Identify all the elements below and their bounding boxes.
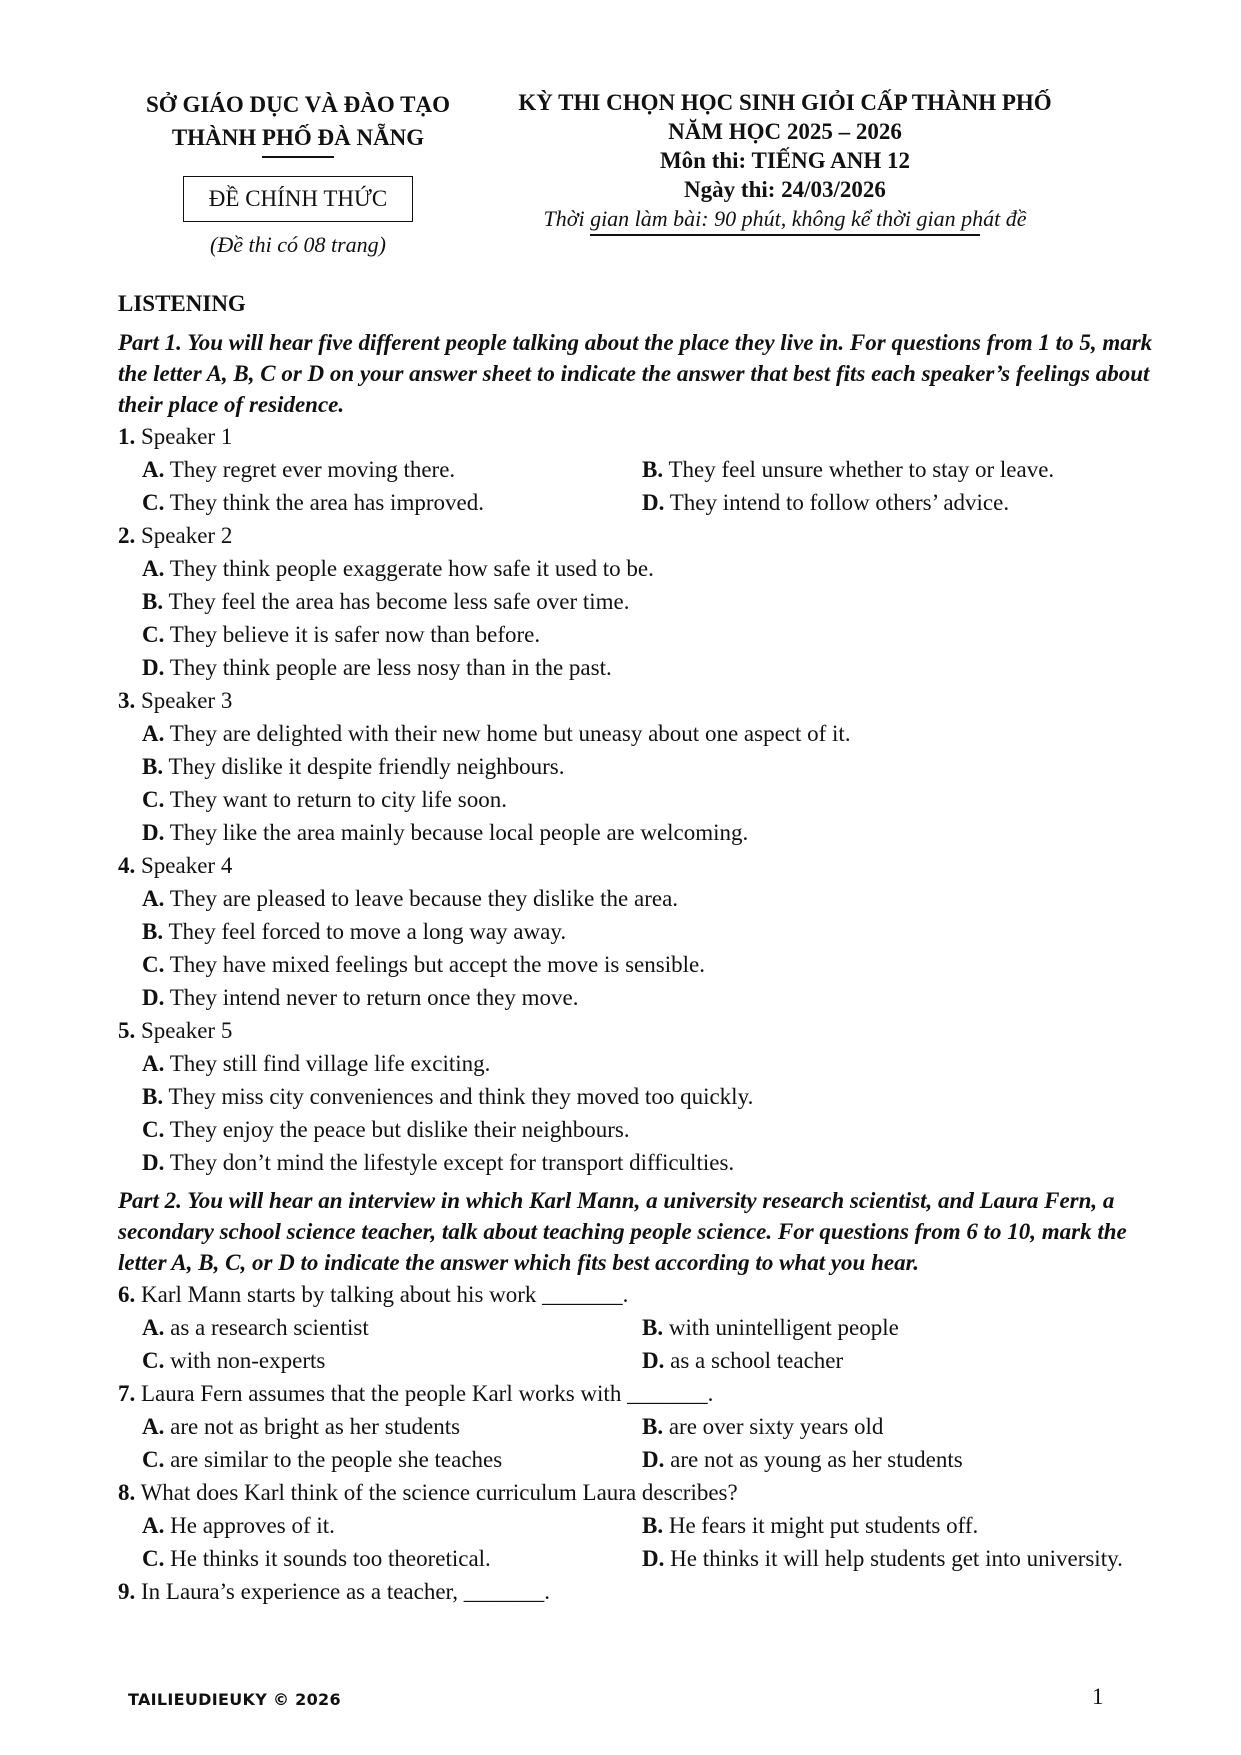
answer-option (642, 1344, 1178, 1377)
pages-note: (Đề thi có 08 trang) (210, 232, 386, 257)
option-row (118, 1311, 1178, 1344)
option-letter: A. (142, 556, 165, 581)
option-text: are over sixty years old (668, 1414, 884, 1439)
question-number: 5. (118, 1018, 136, 1043)
department-name: SỞ GIÁO DỤC VÀ ĐÀO TẠO (146, 92, 450, 117)
option-row (118, 1443, 1178, 1476)
part1-questions (118, 420, 1178, 1179)
answer-option (118, 1080, 1178, 1113)
option-text: They want to return to city life soon. (169, 787, 507, 812)
option-text: are not as young as her students (670, 1447, 963, 1472)
option-letter: B. (142, 754, 164, 779)
answer-option (118, 882, 1178, 915)
option-letter: D. (142, 655, 165, 680)
answer-option (118, 948, 1178, 981)
option-letter: D. (642, 1447, 665, 1472)
option-text: They think people exaggerate how safe it used to be. (169, 556, 654, 581)
part2-questions (118, 1278, 1178, 1608)
option-text: They feel forced to move a long way away. (168, 919, 567, 944)
option-text: He thinks it will help students get into university. (670, 1546, 1123, 1571)
question-number: 9. (118, 1579, 136, 1604)
answer-option (118, 1410, 642, 1443)
option-letter: B. (642, 457, 664, 482)
answer-option (642, 1443, 1178, 1476)
option-letter: C. (142, 787, 165, 812)
option-letter: A. (142, 1315, 165, 1340)
option-letter: A. (142, 1513, 165, 1538)
question-text: Laura Fern assumes that the people Karl works with _______. (141, 1381, 714, 1406)
answer-option (642, 453, 1178, 486)
answer-option (642, 1509, 1178, 1542)
exam-title: KỲ THI CHỌN HỌC SINH GIỎI CẤP THÀNH PHỐ (518, 90, 1052, 115)
city-name: THÀNH PHỐ ĐÀ NẴNG (171, 125, 425, 150)
option-text: They have mixed feelings but accept the move is sensible. (169, 952, 705, 977)
option-text: with non-experts (170, 1348, 326, 1373)
option-letter: B. (642, 1315, 664, 1340)
question-text: Speaker 4 (141, 853, 233, 878)
answer-option (118, 585, 1178, 618)
question-text: In Laura’s experience as a teacher, _______. (141, 1579, 551, 1604)
footer-brand: TAILIEUDIEUKY © 2026 (128, 1690, 341, 1709)
option-letter: D. (142, 1150, 165, 1175)
option-text: They think people are less nosy than in the past. (169, 655, 612, 680)
option-text: as a research scientist (170, 1315, 369, 1340)
option-letter: D. (642, 1546, 665, 1571)
option-text: are not as bright as her students (170, 1414, 461, 1439)
option-text: They dislike it despite friendly neighbours. (168, 754, 565, 779)
question-number: 1. (118, 424, 136, 449)
option-row (118, 486, 1178, 519)
official-label: ĐỀ CHÍNH THỨC (208, 186, 388, 211)
part2-instruction: Part 2. You will hear an interview in which Karl Mann, a university research scientist, and Laura Fern, a secondary school science teacher, talk about teaching people science. For questions from 6 to 10, mark the letter A, B, C, or D to indicate the answer which fits best according to what you hear. (118, 1188, 1127, 1275)
option-letter: C. (142, 952, 165, 977)
question-number: 4. (118, 853, 136, 878)
option-letter: D. (142, 985, 165, 1010)
question-text: Speaker 1 (141, 424, 233, 449)
option-text: They intend never to return once they move. (169, 985, 579, 1010)
option-text: They are delighted with their new home but uneasy about one aspect of it. (169, 721, 851, 746)
option-text: They feel unsure whether to stay or leave. (668, 457, 1055, 482)
answer-option (118, 915, 1178, 948)
answer-option (118, 618, 1178, 651)
answer-option (118, 1311, 642, 1344)
question-number: 7. (118, 1381, 136, 1406)
option-text: They feel the area has become less safe over time. (168, 589, 630, 614)
option-letter: C. (142, 1348, 165, 1373)
option-letter: B. (642, 1513, 664, 1538)
question-text: Speaker 5 (141, 1018, 233, 1043)
header-left (118, 88, 478, 258)
option-letter: A. (142, 886, 165, 911)
question-stem (118, 1014, 1178, 1047)
answer-option (642, 1410, 1178, 1443)
question-stem (118, 420, 1178, 453)
option-letter: B. (142, 919, 164, 944)
question-stem (118, 1575, 1178, 1608)
option-text: They are pleased to leave because they dislike the area. (169, 886, 679, 911)
answer-option (118, 783, 1178, 816)
time-allowed: Thời gian làm bài: 90 phút, không kể thời gian phát đề (543, 206, 1027, 231)
answer-option (118, 552, 1178, 585)
option-letter: A. (142, 457, 165, 482)
school-year: NĂM HỌC 2025 – 2026 (668, 119, 902, 144)
answer-option (118, 1542, 642, 1575)
question-stem (118, 1476, 1178, 1509)
answer-option (118, 1443, 642, 1476)
answer-option (642, 486, 1178, 519)
option-letter: C. (142, 490, 165, 515)
answer-option (118, 816, 1178, 849)
page-number: 1 (1092, 1684, 1104, 1709)
option-letter: A. (142, 721, 165, 746)
question-number: 3. (118, 688, 136, 713)
subject: Môn thi: TIẾNG ANH 12 (659, 148, 911, 173)
option-row (118, 1542, 1178, 1575)
exam-body (118, 289, 1178, 1608)
option-letter: C. (142, 1546, 165, 1571)
part1-instruction: Part 1. You will hear five different people talking about the place they live in. For questions from 1 to 5, mark the letter A, B, C or D on your answer sheet to indicate the answer that best fits each speaker’s feelings about their place of residence. (118, 330, 1153, 417)
answer-option (642, 1542, 1178, 1575)
answer-option (118, 1113, 1178, 1146)
option-text: are similar to the people she teaches (170, 1447, 503, 1472)
question-stem (118, 684, 1178, 717)
answer-option (118, 1344, 642, 1377)
question-text: Karl Mann starts by talking about his work _______. (141, 1282, 629, 1307)
answer-option (118, 651, 1178, 684)
option-letter: D. (642, 1348, 665, 1373)
option-text: They still find village life exciting. (169, 1051, 491, 1076)
question-text: What does Karl think of the science curriculum Laura describes? (140, 1480, 738, 1505)
answer-option (118, 1146, 1178, 1179)
option-row (118, 1344, 1178, 1377)
option-text: They enjoy the peace but dislike their neighbours. (169, 1117, 630, 1142)
option-row (118, 1509, 1178, 1542)
option-text: with unintelligent people (668, 1315, 899, 1340)
option-letter: C. (142, 622, 165, 647)
option-letter: C. (142, 1117, 165, 1142)
question-text: Speaker 2 (141, 523, 233, 548)
section-heading: LISTENING (118, 291, 246, 316)
question-number: 2. (118, 523, 136, 548)
option-row (118, 453, 1178, 486)
option-letter: C. (142, 1447, 165, 1472)
option-text: He approves of it. (170, 1513, 335, 1538)
answer-option (118, 717, 1178, 750)
question-number: 6. (118, 1282, 136, 1307)
header-right (480, 88, 1090, 236)
exam-date: Ngày thi: 24/03/2026 (684, 177, 886, 202)
answer-option (118, 486, 642, 519)
option-text: They don’t mind the lifestyle except for transport difficulties. (169, 1150, 735, 1175)
option-row (118, 1410, 1178, 1443)
question-number: 8. (118, 1480, 136, 1505)
question-stem (118, 1278, 1178, 1311)
option-letter: D. (142, 820, 165, 845)
option-text: They believe it is safer now than before. (169, 622, 541, 647)
option-text: They miss city conveniences and think they moved too quickly. (168, 1084, 754, 1109)
answer-option (642, 1311, 1178, 1344)
answer-option (118, 981, 1178, 1014)
answer-option (118, 750, 1178, 783)
option-letter: A. (142, 1414, 165, 1439)
question-text: Speaker 3 (141, 688, 233, 713)
option-letter: A. (142, 1051, 165, 1076)
answer-option (118, 453, 642, 486)
option-text: They think the area has improved. (169, 490, 484, 515)
option-letter: B. (642, 1414, 664, 1439)
question-stem (118, 849, 1178, 882)
answer-option (118, 1047, 1178, 1080)
answer-option (118, 1509, 642, 1542)
header-right-rule (590, 234, 980, 236)
option-text: He thinks it sounds too theoretical. (170, 1546, 491, 1571)
option-letter: B. (142, 589, 164, 614)
option-text: They regret ever moving there. (169, 457, 456, 482)
option-letter: D. (642, 490, 665, 515)
header-left-rule (262, 156, 334, 158)
option-text: They like the area mainly because local people are welcoming. (169, 820, 749, 845)
official-exam-box (183, 176, 413, 222)
option-letter: B. (142, 1084, 164, 1109)
option-text: He fears it might put students off. (668, 1513, 979, 1538)
option-text: They intend to follow others’ advice. (669, 490, 1010, 515)
option-text: as a school teacher (670, 1348, 844, 1373)
question-stem (118, 519, 1178, 552)
question-stem (118, 1377, 1178, 1410)
